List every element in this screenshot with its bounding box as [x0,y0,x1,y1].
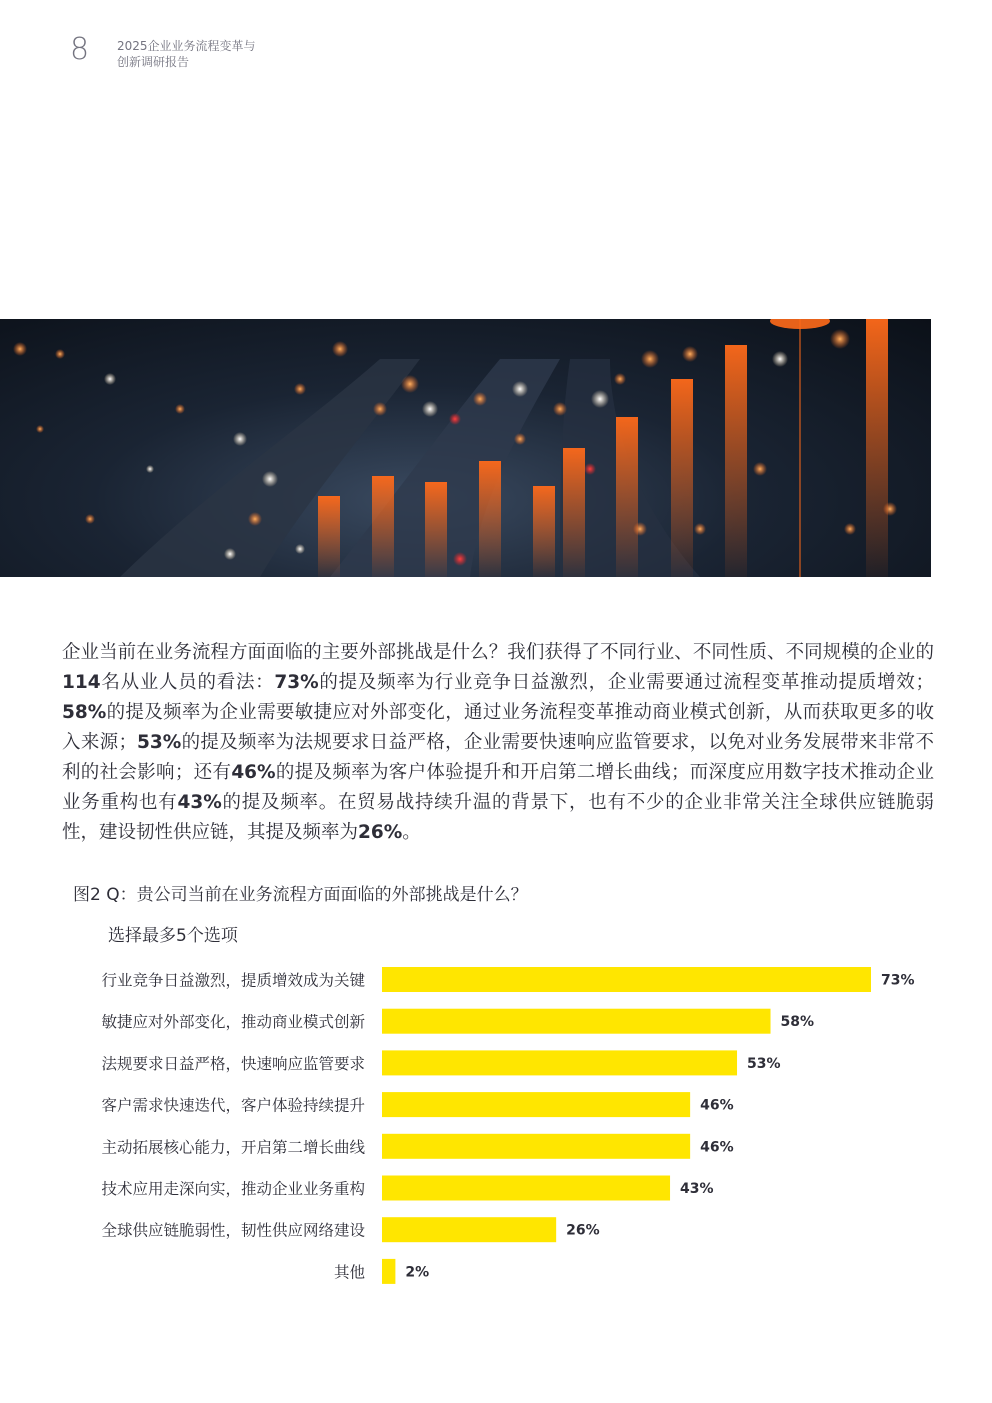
report-title-line1: 2025企业业务流程变革与 [117,39,256,53]
category-label: 客户需求快速迭代，客户体验持续提升 [101,1096,365,1115]
intro-text: 的提及频率为企业需要敏捷应对外部变化，通过业务流程变革推动商业模式创新，从而获取更多的收入来源； [62,702,934,753]
page-number: 8 [70,32,90,67]
value-label: 26% [566,1222,600,1239]
category-label: 法规要求日益严格，快速响应监管要求 [101,1054,365,1073]
report-title-line2: 创新调研报告 [117,55,190,69]
intro-stat: 73% [274,672,319,693]
intro-text: 的提及频率为法规要求日益严格，企业需要快速响应监管要求，以免对业务发展带来非常不利的社会影响；还有 [62,732,934,783]
bar [382,1134,690,1159]
bar [382,1217,556,1242]
value-label: 53% [747,1055,781,1072]
value-label: 2% [405,1264,430,1281]
intro-stat: 43% [177,792,222,813]
bar [382,1259,395,1284]
category-label: 技术应用走深向实，推动企业业务重构 [101,1180,365,1198]
hero-image [0,319,931,577]
category-label: 敏捷应对外部变化，推动商业模式创新 [101,1013,365,1032]
bar [382,967,871,992]
bar [382,1092,690,1117]
value-label: 58% [780,1014,815,1031]
category-label: 其他 [333,1263,365,1282]
value-label: 46% [700,1097,734,1114]
intro-stat: 26% [358,822,403,843]
bar [382,1009,771,1034]
category-label: 主动拓展核心能力，开启第二增长曲线 [101,1138,365,1157]
intro-paragraph [62,638,934,848]
external-challenges-bar-chart [0,960,992,1290]
intro-text: 名从业人员的看法： [100,672,275,693]
intro-text: 的提及频率为客户体验提升和开启第二增长曲线；而深度应用数字技术推动企业业务重构也有 [62,762,934,813]
intro-text: 企业当前在业务流程方面面临的主要外部挑战是什么？我们获得了不同行业、不同性质、不同规模的企业的 [62,642,934,663]
bar [382,1176,670,1201]
intro-stat: 114 [62,672,101,693]
intro-text: 的提及频率为行业竞争日益激烈，企业需要通过流程变革推动提质增效； [318,672,934,693]
intro-text: 。 [402,822,421,843]
intro-text: 的提及频率。在贸易战持续升温的背景下，也有不少的企业非常关注全球供应链脆弱性，建设韧性供应链，其提及频率为 [62,792,934,843]
intro-stat: 58% [62,702,107,723]
bar [382,1050,737,1075]
intro-stat: 46% [231,762,276,783]
report-title [117,38,256,70]
value-label: 73% [881,972,915,989]
figure-subtitle: 选择最多5个选项 [108,926,238,946]
value-label: 43% [680,1181,714,1197]
value-label: 46% [700,1139,734,1156]
category-label: 全球供应链脆弱性，韧性供应网络建设 [101,1221,365,1240]
city-traffic-bar-illustration [0,319,931,577]
figure-title: 图2 Q：贵公司当前在业务流程方面面临的外部挑战是什么？ [73,885,528,905]
category-label: 行业竞争日益激烈，提质增效成为关键 [101,971,365,990]
intro-stat: 53% [136,732,182,753]
